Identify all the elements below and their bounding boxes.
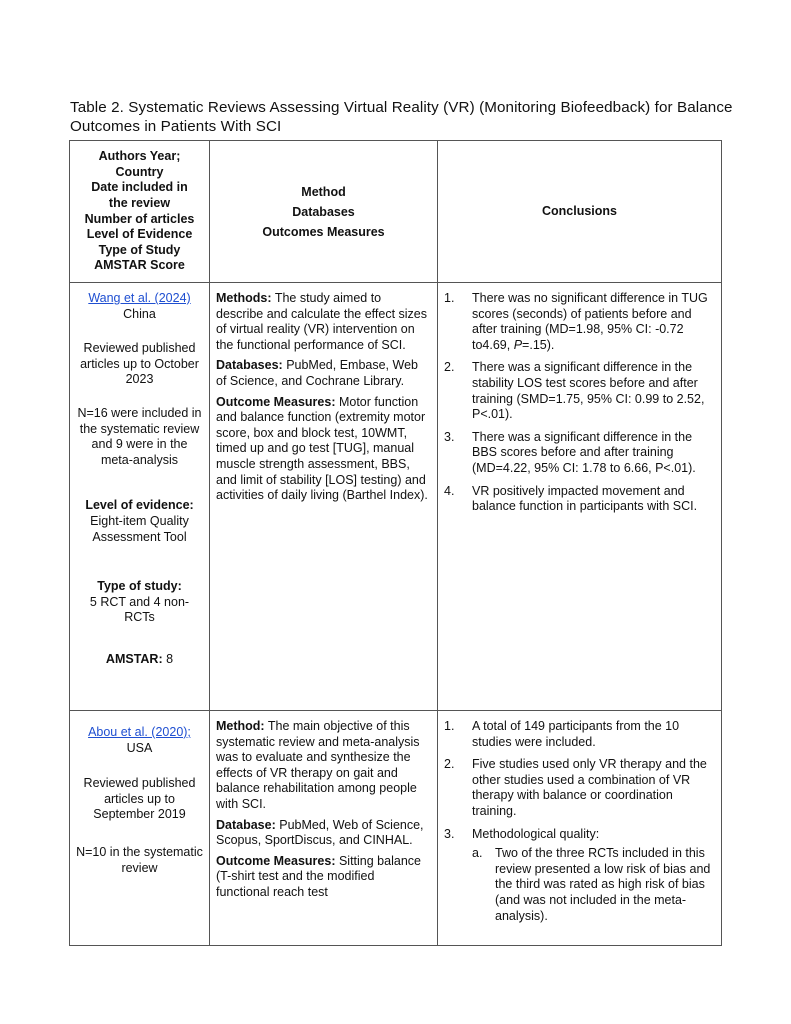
amstar-score: [76, 652, 203, 668]
conclusion-text: VR positively impacted movement and balance function in participants with SCI.: [472, 483, 698, 514]
conclusion-text: There was a significant difference in the BBS scores before and after training (MD=4.22, 95% CI: 1.78 to 6.66, P<.01).: [472, 429, 696, 475]
sub-conclusion-text: Two of the three RCTs included in this review presented a low risk of bias and the third was rated as high risk of bias (and was not included in the meta-analysis).: [495, 846, 711, 923]
author-link[interactable]: Wang et al. (2024): [88, 291, 191, 305]
outcomes-label: Outcome Measures:: [216, 394, 336, 409]
p-symbol: P: [513, 337, 523, 352]
databases-paragraph: [216, 818, 431, 849]
header-authors-line: Level of Evidence: [86, 227, 193, 242]
databases-text: PubMed, Embase, Web of Science, and Cochrane Library.: [216, 358, 418, 388]
study-info-cell: [70, 711, 210, 946]
country: China: [123, 306, 156, 321]
list-letter: a.: [472, 846, 483, 861]
header-authors: [70, 141, 210, 283]
databases-label: Database:: [216, 817, 276, 832]
header-authors-line: Country: [115, 164, 164, 179]
outcomes-label: Outcome Measures:: [216, 853, 336, 868]
header-authors-line: Date included in: [91, 180, 188, 195]
list-number: 1.: [444, 291, 455, 305]
header-conclusions: [438, 141, 722, 283]
list-item: [472, 846, 713, 924]
list-number: 2.: [444, 360, 455, 375]
list-item: [444, 291, 713, 353]
methods-paragraph: [216, 291, 431, 353]
country: USA: [126, 740, 153, 755]
methods-text: The study aimed to describe and calculate the effect sizes of virtual reality (VR) intervention on the functional performance of SCI.: [216, 291, 428, 352]
list-number: 4.: [444, 483, 455, 498]
conclusions-cell: [438, 711, 722, 946]
methods-label: Method:: [216, 719, 265, 733]
table-row: [70, 283, 722, 711]
table-row: [70, 711, 722, 946]
header-method-line: Method: [301, 184, 346, 199]
header-authors-line: Type of Study: [98, 242, 181, 257]
conclusion-text: Five studies used only VR therapy and the other studies used a combination of VR therapy with balance or coordination training.: [472, 757, 707, 818]
outcomes-paragraph: [216, 854, 431, 901]
number-of-articles: N=16 were included in the systematic review and 9 were in the meta-analysis: [77, 405, 202, 467]
amstar-label: AMSTAR:: [105, 651, 163, 666]
conclusion-text: Methodological quality:: [472, 826, 600, 841]
list-item: [444, 827, 713, 925]
header-row: [70, 141, 722, 283]
type-of-study-label: Type of study:: [97, 579, 182, 594]
list-item: [444, 360, 713, 422]
outcomes-text: Motor function and balance function (extremity motor score, box and block test, 10WMT, timed up and go test [TUG], manual muscle strength assessment, BBS, and limit of stability [LOS] testing) and activities of daily living (Barthel Index).: [216, 394, 428, 503]
conclusion-text-end: =.15).: [522, 337, 555, 352]
number-of-articles: N=10 in the systematic review: [76, 844, 203, 875]
method-cell: [210, 711, 438, 946]
header-method-line: Outcomes Measures: [262, 224, 385, 239]
conclusions-cell: [438, 283, 722, 711]
methods-text: The main objective of this systematic review and meta-analysis was to evaluate and synthesize the effects of VR therapy on gait and balance rehabilitation among people with SCI.: [216, 719, 420, 811]
list-number: 3.: [444, 429, 455, 444]
outcomes-text: Sitting balance (T-shirt test and the modified functional reach test: [216, 853, 421, 899]
databases-paragraph: [216, 358, 431, 389]
method-cell: [210, 283, 438, 711]
outcomes-paragraph: [216, 395, 431, 504]
conclusions-list: [444, 719, 713, 924]
type-of-study-value: 5 RCT and 4 non-RCTs: [89, 594, 190, 625]
sub-conclusions-list: [472, 846, 713, 924]
methods-label: Methods:: [216, 291, 272, 305]
list-item: [444, 484, 713, 515]
list-number: 3.: [444, 826, 455, 841]
conclusions-list: [444, 291, 713, 515]
list-item: [444, 719, 713, 750]
header-conclusions-label: Conclusions: [541, 203, 617, 218]
databases-label: Databases:: [216, 358, 283, 373]
author-link[interactable]: Abou et al. (2020);: [88, 725, 191, 739]
header-authors-line: Number of articles: [84, 211, 195, 226]
level-of-evidence-label: Level of evidence:: [85, 498, 194, 513]
list-number: 1.: [444, 719, 455, 733]
level-of-evidence-value: Eight-item Quality Assessment Tool: [90, 513, 189, 544]
header-method: [210, 141, 438, 283]
list-item: [444, 430, 713, 477]
header-authors-line: AMSTAR Score: [94, 258, 185, 273]
list-item: [444, 757, 713, 819]
header-method-line: Databases: [292, 204, 355, 219]
conclusion-text: There was a significant difference in the stability LOS test scores before and after training (SMD=1.75, 95% CI: 0.99 to 2.52, P<.01).: [472, 360, 705, 422]
amstar-value: 8: [166, 651, 174, 666]
date-included: Reviewed published articles up to October 2023: [80, 341, 199, 387]
methods-paragraph: [216, 719, 431, 813]
databases-text: PubMed, Web of Science, Scopus, SportDiscus, and CINHAL.: [216, 817, 424, 848]
review-table: [69, 140, 722, 946]
table-caption: Table 2. Systematic Reviews Assessing Virtual Reality (VR) (Monitoring Biofeedback) for Balance Outcomes in Patients With SCI: [70, 99, 733, 135]
header-authors-line: the review: [108, 195, 171, 210]
study-info-cell: [70, 283, 210, 711]
conclusion-text: A total of 149 participants from the 10 studies were included.: [472, 719, 680, 749]
header-authors-line: Authors Year;: [98, 149, 181, 164]
list-number: 2.: [444, 757, 455, 772]
conclusion-text: There was no significant difference in TUG scores (seconds) of patients before and after training (MD=1.98, 95% CI: -0.72 to4.69,: [472, 291, 708, 352]
date-included: Reviewed published articles up to September 2019: [83, 776, 196, 822]
